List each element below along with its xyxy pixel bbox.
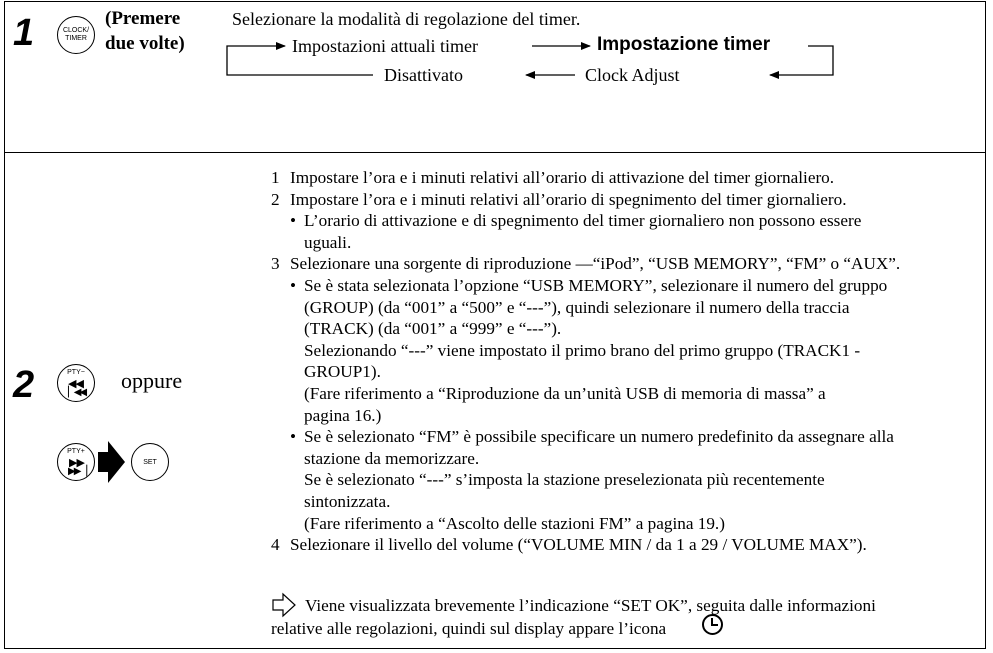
cycle-clock-adjust: Clock Adjust — [585, 65, 680, 85]
item-text: pagina 16.) — [304, 405, 382, 425]
skip-forward-icon: ▶▶▕ — [68, 466, 86, 477]
forward-icon: ▶▶ — [69, 457, 84, 469]
step-marker: 4 — [271, 535, 280, 555]
item-text: Impostare l’ora e i minuti relativi all’orario di attivazione del timer giornaliero. — [290, 168, 835, 187]
set-button-icon — [131, 443, 169, 481]
cycle-current-timer: Impostazioni attuali timer — [292, 36, 478, 56]
continuation-line — [271, 513, 976, 535]
or-text: oppure — [121, 368, 183, 393]
item-text: Impostare l’ora e i minuti relativi all’orario di spegnimento del timer giornaliero. — [290, 189, 847, 209]
item-text: Se è selezionato “FM” è possibile specificare un numero predefinito da assegnare alla — [304, 427, 894, 447]
item-text: Selezionando “---” viene impostato il primo brano del primo gruppo (TRACK1 - — [304, 340, 861, 360]
timer-clock-icon — [702, 614, 723, 635]
step-1-number: 1 — [13, 12, 35, 54]
result-line-1: Viene visualizzata brevemente l’indicazione “SET OK”, seguita dalle informazioni — [305, 596, 876, 615]
bullet-marker: • — [290, 427, 297, 447]
bullet-marker: • — [290, 211, 297, 231]
item-text: sintonizzata. — [304, 491, 391, 511]
item-text: L’orario di attivazione e di spegnimento del timer giornaliero non possono essere — [304, 211, 862, 231]
numbered-step — [271, 167, 976, 189]
step-marker: 1 — [271, 168, 280, 187]
continuation-line — [271, 297, 976, 319]
bullet-item — [271, 426, 976, 448]
item-text: Selezionare una sorgente di riproduzione —“iPod”, “USB MEMORY”, “FM” o “AUX”. — [290, 254, 901, 274]
item-text: Selezionare il livello del volume (“VOLUME MIN / da 1 a 29 / VOLUME MAX”). — [290, 535, 867, 555]
continuation-line — [271, 405, 976, 427]
bullet-item — [271, 275, 976, 297]
pty-plus-label: PTY+ — [67, 448, 85, 455]
step-marker: 3 — [271, 254, 280, 274]
item-text: (TRACK) (da “001” a “999” e “---”). — [304, 319, 562, 339]
pty-plus-next-button-icon — [57, 443, 95, 481]
item-text: GROUP1). — [304, 362, 381, 382]
numbered-step — [271, 253, 976, 275]
rewind-icon: ◀◀ — [68, 378, 83, 390]
result-arrow-icon — [273, 594, 295, 616]
continuation-line — [271, 361, 976, 383]
continuation-line — [271, 469, 976, 491]
continuation-line — [271, 318, 976, 340]
continuation-line — [271, 491, 976, 513]
press-note-line-1: (Premere — [105, 8, 181, 29]
timer-label-line: TIMER — [65, 35, 87, 42]
item-text: stazione da memorizzare. — [304, 448, 480, 468]
continuation-line — [271, 232, 976, 254]
item-text: (Fare riferimento a “Riproduzione da un’unità USB di memoria di massa” a — [304, 383, 826, 403]
result-line-2: relative alle regolazioni, quindi sul display appare l’icona — [271, 619, 667, 638]
set-button-label: SET — [143, 459, 157, 466]
step-2-instructions — [271, 167, 976, 556]
step-2-arrow-icon — [98, 441, 125, 483]
step-1-intro: Selezionare la modalità di regolazione del timer. — [232, 9, 581, 29]
step-marker: 2 — [271, 189, 280, 209]
bullet-marker: • — [290, 275, 297, 295]
bullet-item — [271, 210, 976, 232]
press-note-line-2: due volte) — [105, 33, 185, 54]
numbered-step — [271, 534, 976, 556]
pty-minus-label: PTY− — [67, 369, 85, 376]
clock-label-line: CLOCK/ — [62, 27, 90, 34]
continuation-line — [271, 383, 976, 405]
numbered-step — [271, 189, 976, 211]
item-text: Se è selezionato “---” s’imposta la stazione preselezionata più recentemente — [304, 470, 825, 490]
cycle-disabled: Disattivato — [384, 65, 463, 85]
item-text: Se è stata selezionata l’opzione “USB MEMORY”, selezionare il numero del gruppo — [304, 275, 888, 295]
item-text: uguali. — [304, 232, 352, 252]
skip-back-icon: ▏◀◀ — [68, 387, 86, 398]
continuation-line — [271, 448, 976, 470]
item-text: (GROUP) (da “001” a “500” e “---”), quindi selezionare il numero della traccia — [304, 297, 850, 317]
pty-minus-prev-button-icon — [57, 364, 95, 402]
item-text: (Fare riferimento a “Ascolto delle stazioni FM” a pagina 19.) — [304, 513, 725, 533]
cycle-timer-setting: Impostazione timer — [597, 34, 771, 55]
continuation-line — [271, 340, 976, 362]
step-2-number: 2 — [13, 364, 35, 406]
